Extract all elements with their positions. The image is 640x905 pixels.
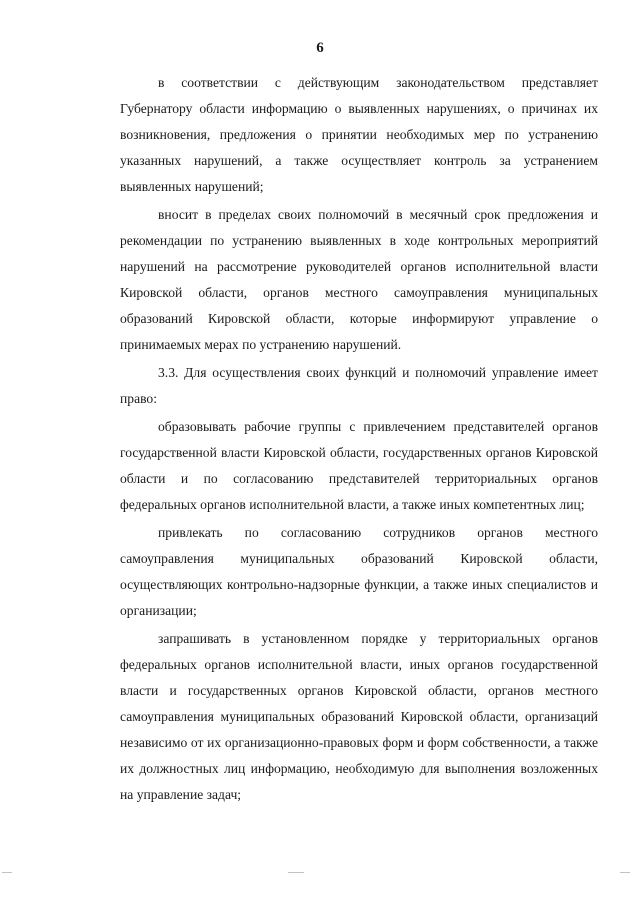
- page-number: 6: [316, 40, 324, 56]
- paragraph-request-information: запрашивать в установленном порядке у территориальных органов федеральных органов исполнительной власти, иных органов государственной власти и государственных органов Кировской области, органов местного самоуправления муниципальных образований Кировской области, организаций независимо от их организационно-правовых форм и форм собственности, а также их должностных лиц информацию, необходимую для выполнения возложенных на управление задач;: [120, 631, 598, 802]
- scan-mark-right: [620, 872, 630, 873]
- body-text: [120, 70, 598, 808]
- paragraph-section-3-3: 3.3. Для осуществления своих функций и полномочий управление имеет право:: [120, 365, 598, 406]
- paragraph-involve-staff: привлекать по согласованию сотрудников органов местного самоуправления муниципальных образований Кировской области, осуществляющих контрольно-надзорные функции, а также иных специалистов и организации;: [120, 525, 598, 618]
- paragraph-proposals: вносит в пределах своих полномочий в месячный срок предложения и рекомендации по устранению выявленных в ходе контрольных мероприятий нарушений на рассмотрение руководителей органов исполнительной власти Кировской области, органов местного самоуправления муниципальных образований Кировской области, которые информируют управление о принимаемых мерах по устранению нарушений.: [120, 207, 598, 352]
- paragraph-working-groups: образовывать рабочие группы с привлечением представителей органов государственной власти Кировской области, государственных органов Кировской области и по согласованию представителей территориальных органов федеральных органов исполнительной власти, а также иных компетентных лиц;: [120, 419, 598, 512]
- scan-mark-center: [288, 872, 304, 873]
- paragraph-reporting: в соответствии с действующим законодательством представляет Губернатору области информацию о выявленных нарушениях, о причинах их возникновения, предложения о принятии необходимых мер по устранению указанных нарушений, а также осуществляет контроль за устранением выявленных нарушений;: [120, 75, 598, 194]
- scan-mark-left: [2, 872, 12, 873]
